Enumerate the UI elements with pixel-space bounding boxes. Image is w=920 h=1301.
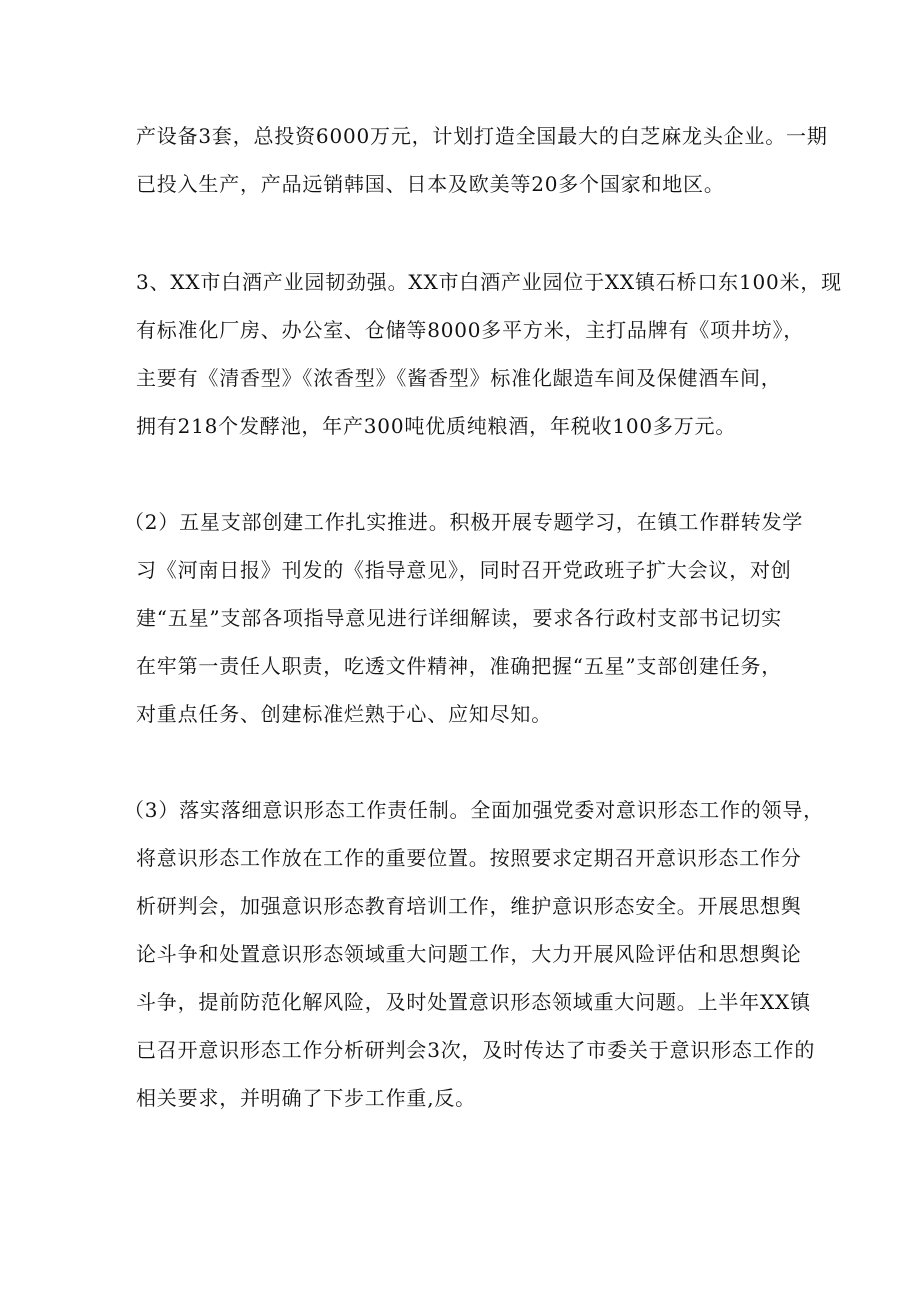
paragraph-five-star-branch xyxy=(124,498,804,738)
text-line: 析研判会，加强意识形态教育培训工作，维护意识形态安全。开展思想舆 xyxy=(136,894,802,918)
text-line: 相关要求，并明确了下步工作重,反。 xyxy=(136,1086,476,1110)
text-line: 主要有《清香型》《浓香型》《酱香型》标准化龈造车间及保健酒车间， xyxy=(136,366,782,390)
text-line: 斗争，提前防范化解风险，及时处置意识形态领域重大问题。上半年XX镇 xyxy=(136,990,811,1014)
text-line: 对重点任务、创建标准烂熟于心、应知尽知。 xyxy=(136,702,552,726)
text-line: 产设备3套，总投资6000万元，计划打造全国最大的白芝麻龙头企业。一期 xyxy=(136,124,828,148)
text-line: （3）落实落细意识形态工作责任制。全面加强党委对意识形态工作的领导， xyxy=(124,798,824,822)
text-line: 已召开意识形态工作分析研判会3次，及时传达了市委关于意识形态工作的 xyxy=(136,1038,816,1062)
paragraph-sesame-enterprise xyxy=(136,112,828,208)
text-line: 拥有218个发酵池，年产300吨优质纯粮酒，年税收100多万元。 xyxy=(136,414,737,438)
paragraph-liquor-industrial-park xyxy=(136,258,842,450)
text-line: （2）五星支部创建工作扎实推进。积极开展专题学习，在镇工作群转发学 xyxy=(124,510,804,534)
text-line: 将意识形态工作放在工作的重要位置。按照要求定期召开意识形态工作分 xyxy=(136,846,802,870)
text-line: 在牢第一责任人职责，吃透文件精神，准确把握“五星”支部创建任务， xyxy=(136,654,783,678)
paragraph-ideology-responsibility xyxy=(124,786,824,1122)
text-line: 论斗争和处置意识形态领域重大问题工作，大力开展风险评估和思想舆论 xyxy=(136,942,802,966)
text-line: 已投入生产，产品远销韩国、日本及欧美等20多个国家和地区。 xyxy=(136,172,725,196)
text-line: 建“五星”支部各项指导意见进行详细解读，要求各行政村支部书记切实 xyxy=(136,606,783,630)
text-line: 习《河南日报》刊发的《指导意见》，同时召开党政班子扩大会议，对创 xyxy=(136,558,792,582)
text-line: 有标准化厂房、办公室、仓储等8000多平方米，主打品牌有《项井坊》， xyxy=(136,318,805,342)
text-line: 3、XX市白酒产业园韧劲强。XX市白酒产业园位于XX镇石桥口东100米，现 xyxy=(136,270,842,294)
